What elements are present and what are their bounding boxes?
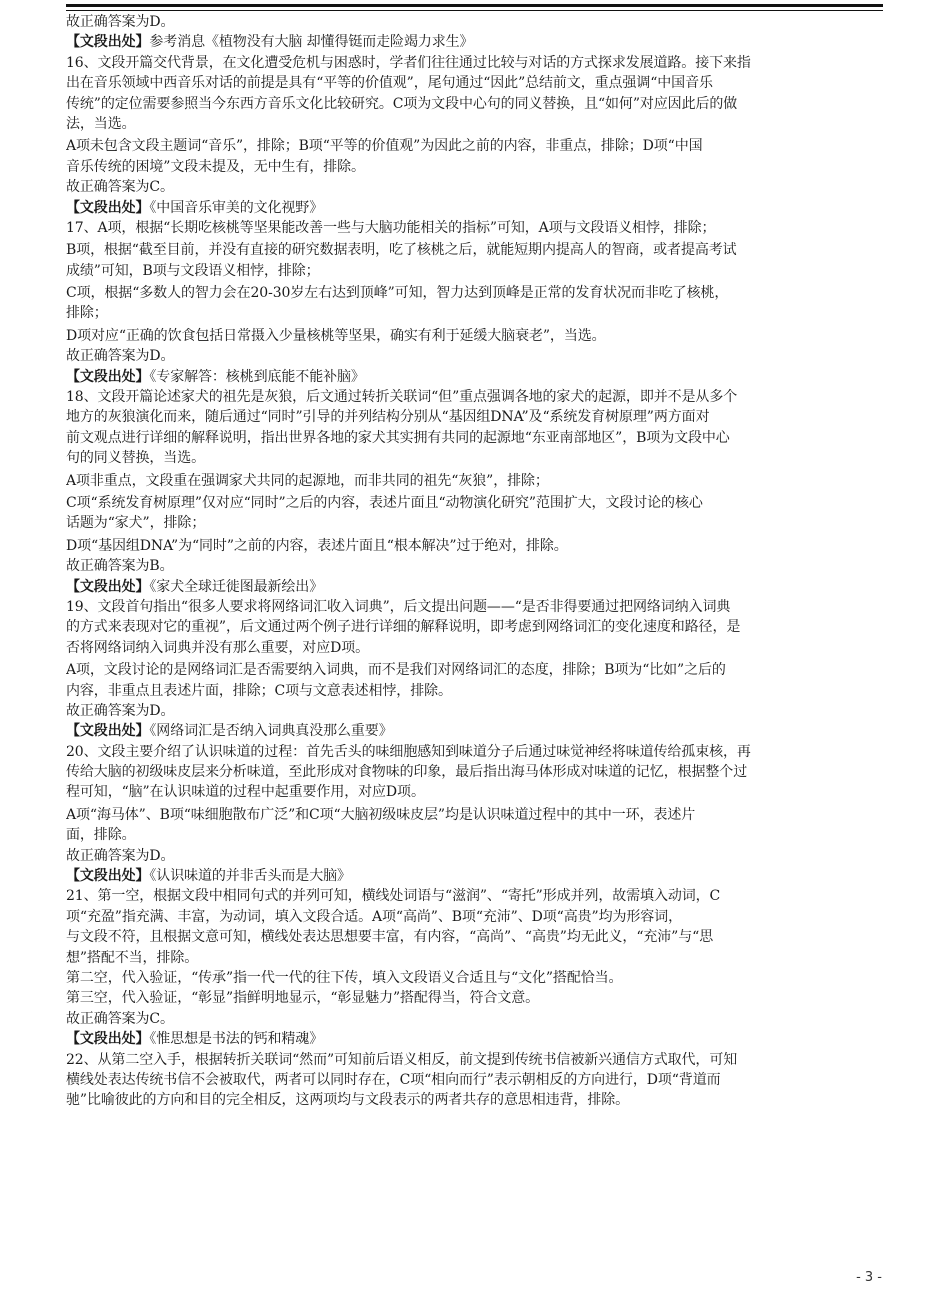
source-citation-line bbox=[66, 721, 883, 741]
text-line: 内容，非重点且表述片面，排除；C项与文意表述相悖，排除。 bbox=[66, 682, 452, 699]
text-line: 否将网络词纳入词典并没有那么重要，对应D项。 bbox=[66, 639, 370, 656]
page-number: - 3 - bbox=[856, 1270, 882, 1285]
source-citation-line bbox=[66, 577, 883, 597]
source-title: 《网络词汇是否纳入词典真没那么重要》 bbox=[149, 723, 393, 740]
source-title: 《认识味道的并非舌头而是大脑》 bbox=[149, 868, 351, 885]
text-line: 22、从第二空入手，根据转折关联词“然而”可知前后语义相反，前文提到传统书信被新兴通信方式取代，可知 bbox=[66, 1051, 738, 1068]
source-label: 【文段出处】 bbox=[66, 34, 150, 51]
text-line: C项“系统发育树原理”仅对应“同时”之后的内容，表述片面且“动物演化研究”范围扩大，文段讨论的核心 bbox=[66, 494, 703, 511]
text-line: 18、文段开篇论述家犬的祖先是灰狼，后文通过转折关联词“但”重点强调各地的家犬的起源，即并不是从多个 bbox=[66, 389, 738, 406]
text-line: 故正确答案为D。 bbox=[66, 348, 175, 365]
source-title: 《专家解答：核桃到底能不能补脑》 bbox=[149, 368, 365, 385]
text-line: 传统”的定位需要参照当今东西方音乐文化比较研究。C项为文段中心句的同义替换，且“如何”对应因此后的做 bbox=[66, 95, 738, 112]
source-citation-line bbox=[66, 367, 883, 387]
text-line: 故正确答案为D。 bbox=[66, 847, 175, 864]
text-line: 的方式来表现对它的重视”，后文通过两个例子进行详细的解释说明，即考虑到网络词汇的变化速度和路径，是 bbox=[66, 619, 741, 636]
text-line: 前文观点进行详细的解释说明，指出世界各地的家犬其实拥有共同的起源地“东亚南部地区”，B项为文段中心 bbox=[66, 429, 730, 446]
text-line: B项，根据“截至目前，并没有直接的研究数据表明，吃了核桃之后，就能短期内提高人的智商，或者提高考试 bbox=[66, 242, 737, 259]
header-rule-thick bbox=[66, 4, 883, 7]
text-line: 出在音乐领域中西音乐对话的前提是具有“平等的价值观”，尾句通过“因此”总结前文，重点强调“中国音乐 bbox=[66, 75, 713, 92]
text-line: 17、A项，根据“长期吃核桃等坚果能改善一些与大脑功能相关的指标”可知，A项与文段语义相悖，排除； bbox=[66, 219, 716, 236]
text-line: 19、文段首句指出“很多人要求将网络词汇收入词典”，后文提出问题——“是否非得要通过把网络词纳入词典 bbox=[66, 598, 731, 615]
text-line: 第二空，代入验证，“传承”指一代一代的往下传，填入文段语义合适且与“文化”搭配恰当。 bbox=[66, 969, 623, 986]
source-title: 参考消息《植物没有大脑 却懂得铤而走险竭力求生》 bbox=[149, 34, 474, 51]
text-line: 面，排除。 bbox=[66, 827, 136, 844]
text-line: 音乐传统的困境”文段未提及，无中生有，排除。 bbox=[66, 158, 365, 175]
text-line: D项对应“正确的饮食包括日常摄入少量核桃等坚果，确实有利于延缓大脑衰老”，当选。 bbox=[66, 327, 606, 344]
source-citation-line bbox=[66, 32, 883, 52]
text-line: 排除； bbox=[66, 305, 108, 322]
text-line: A项，文段讨论的是网络词汇是否需要纳入词典，而不是我们对网络词汇的态度，排除；B项为“比如”之后的 bbox=[66, 662, 726, 679]
text-line: A项“海马体”、B项“味细胞散布广泛”和C项“大脑初级味皮层”均是认识味道过程中的其中一环，表述片 bbox=[66, 806, 696, 823]
text-line: 项“充盈”指充满、丰富，为动词，填入文段合适。A项“高尚”、B项“充沛”、D项“高贵”均为形容词， bbox=[66, 908, 682, 925]
text-line: 话题为“家犬”，排除； bbox=[66, 515, 206, 532]
source-citation-line bbox=[66, 1029, 883, 1049]
text-line: 第三空，代入验证，“彰显”指鲜明地显示，“彰显魅力”搭配得当，符合文意。 bbox=[66, 990, 540, 1007]
text-line: A项非重点，文段重在强调家犬共同的起源地，而非共同的祖先“灰狼”，排除； bbox=[66, 472, 549, 489]
text-line: A项未包含文段主题词“音乐”，排除；B项“平等的价值观”为因此之前的内容，非重点，排除；D项“中国 bbox=[66, 138, 703, 155]
text-line: 传给大脑的初级味皮层来分析味道，至此形成对食物味的印象，最后指出海马体形成对味道的记忆，根据整个过 bbox=[66, 764, 748, 781]
source-title: 《家犬全球迁徙图最新绘出》 bbox=[149, 578, 324, 595]
source-title: 《惟思想是书法的钙和精魂》 bbox=[149, 1031, 324, 1048]
source-citation-line bbox=[66, 866, 883, 886]
source-label: 【文段出处】 bbox=[66, 868, 150, 885]
source-label: 【文段出处】 bbox=[66, 1031, 150, 1048]
answer-explanations-body bbox=[66, 12, 883, 1111]
text-line: 故正确答案为C。 bbox=[66, 179, 174, 196]
text-line: 故正确答案为D。 bbox=[66, 14, 175, 30]
text-line: 法，当选。 bbox=[66, 115, 136, 132]
source-label: 【文段出处】 bbox=[66, 723, 150, 740]
text-line: 程可知，“脑”在认识味道的过程中起重要作用，对应D项。 bbox=[66, 784, 425, 801]
text-line: 与文段不符，且根据文意可知，横线处表达思想要丰富，有内容，“高尚”、“高贵”均无此义，“充沛”与“思 bbox=[66, 929, 714, 946]
text-line: 驰”比喻彼此的方向和目的完全相反，这两项均与文段表示的两者共存的意思相违背，排除。 bbox=[66, 1092, 630, 1109]
text-line: 故正确答案为B。 bbox=[66, 558, 174, 575]
text-line: 故正确答案为C。 bbox=[66, 1010, 174, 1027]
text-line: 地方的灰狼演化而来，随后通过“同时”引导的并列结构分别从“基因组DNA”及“系统发育树原理”两方面对 bbox=[66, 409, 710, 426]
source-label: 【文段出处】 bbox=[66, 368, 150, 385]
text-line: 横线处表达传统书信不会被取代，两者可以同时存在，C项“相向而行”表示朝相反的方向进行，D项“背道而 bbox=[66, 1071, 721, 1088]
text-line: 想”搭配不当，排除。 bbox=[66, 949, 199, 966]
text-line: 16、文段开篇交代背景，在文化遭受危机与困惑时，学者们往往通过比较与对话的方式探求发展道路。接下来指 bbox=[66, 54, 751, 71]
text-line: C项，根据“多数人的智力会在20-30岁左右达到顶峰”可知，智力达到顶峰是正常的发育状况而非吃了核桃， bbox=[66, 285, 729, 302]
text-line: D项“基因组DNA”为“同时”之前的内容，表述片面且“根本解决”过于绝对，排除。 bbox=[66, 537, 568, 554]
text-line: 故正确答案为D。 bbox=[66, 702, 175, 719]
header-rule-thin bbox=[66, 10, 883, 11]
source-label: 【文段出处】 bbox=[66, 199, 150, 216]
text-line: 20、文段主要介绍了认识味道的过程：首先舌头的味细胞感知到味道分子后通过味觉神经将味道传给孤束核，再 bbox=[66, 743, 751, 760]
source-label: 【文段出处】 bbox=[66, 578, 150, 595]
text-line: 21、第一空，根据文段中相同句式的并列可知，横线处词语与“滋润”、“寄托”形成并列，故需填入动词，C bbox=[66, 888, 721, 905]
text-line: 成绩”可知，B项与文段语义相悖，排除； bbox=[66, 262, 320, 279]
text-line: 句的同义替换，当选。 bbox=[66, 450, 205, 467]
source-title: 《中国音乐审美的文化视野》 bbox=[149, 199, 324, 216]
source-citation-line bbox=[66, 198, 883, 218]
